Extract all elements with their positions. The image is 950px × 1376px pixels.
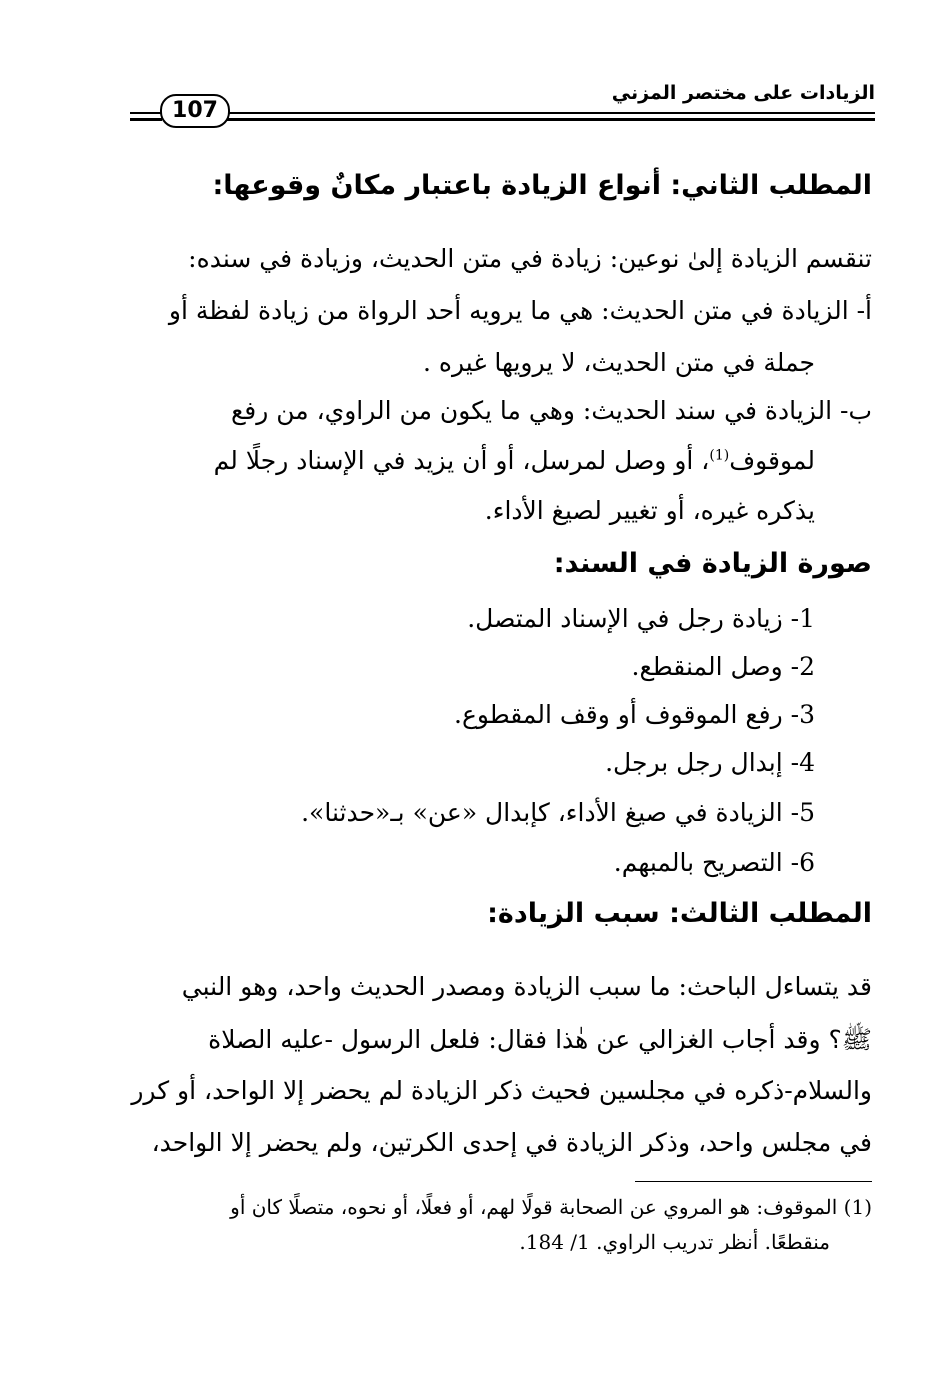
footnote	[127, 1190, 872, 1260]
running-title: الزيادات على مختصر المزني	[611, 82, 875, 104]
body-line: ﷺ؟ وقد أجاب الغزالي عن هٰذا فقال: فلعل الرسول -عليه الصلاة	[208, 1025, 872, 1054]
header-rule	[225, 112, 875, 114]
item-b-text: ، أو وصل لمرسل، أو أن يزيد في الإسناد رجلًا لم	[213, 446, 710, 475]
item-a-line: جملة في متن الحديث، لا يرويها غيره .	[422, 348, 815, 377]
item-a-line: أ- الزيادة في متن الحديث: هي ما يرويه أحد الرواة من زيادة لفظة أو	[168, 296, 872, 325]
item-b-line: يذكره غيره، أو تغيير لصيغ الأداء.	[484, 496, 815, 525]
body-line: قد يتساءل الباحث: ما سبب الزيادة ومصدر الحديث واحد، وهو النبي	[181, 972, 872, 1001]
section-heading-reason: المطلب الثالث: سبب الزيادة:	[487, 898, 872, 929]
list-item: 2- وصل المنقطع.	[631, 652, 815, 681]
page-header	[130, 80, 875, 130]
footnote-line: منقطعًا. أنظر تدريب الراوي. 1/ 184.	[519, 1230, 830, 1254]
list-item: 1- زيادة رجل في الإسناد المتصل.	[467, 604, 815, 633]
header-rule	[130, 112, 162, 114]
header-rule	[130, 118, 162, 121]
item-b-text: لموقوف	[729, 446, 815, 475]
intro-paragraph: تنقسم الزيادة إلىٰ نوعين: زيادة في متن الحديث، وزيادة في سنده:	[188, 244, 872, 273]
body-line: في مجلس واحد، وذكر الزيادة في إحدى الكرتين، ولم يحضر إلا الواحد،	[151, 1128, 872, 1157]
item-b-line: ب- الزيادة في سند الحديث: وهي ما يكون من الراوي، من رفع	[230, 396, 872, 425]
footnote-reference[interactable]: (1)	[709, 447, 730, 464]
body-line: والسلام-ذكره في مجلسين فحيث ذكر الزيادة لم يحضر إلا الواحد، أو كرر	[131, 1076, 872, 1105]
list-item: 6- التصريح بالمبهم.	[613, 848, 815, 877]
list-item: 3- رفع الموقوف أو وقف المقطوع.	[454, 700, 815, 729]
section-heading-forms: صورة الزيادة في السند:	[553, 548, 872, 579]
footnote-line: (1) الموقوف: هو المروي عن الصحابة قولًا لهم، أو فعلًا، أو نحوه، متصلًا كان أو	[230, 1195, 872, 1219]
section-heading-types: المطلب الثاني: أنواع الزيادة باعتبار مكانٌ وقوعها:	[212, 170, 872, 201]
footnote-separator	[635, 1181, 872, 1182]
item-b-line	[214, 446, 815, 475]
list-item: 4- إبدال رجل برجل.	[605, 748, 815, 777]
list-item: 5- الزيادة في صيغ الأداء، كإبدال «عن» بـ«حدثنا».	[301, 798, 815, 827]
header-rule	[225, 118, 875, 121]
page-number: 107	[160, 94, 230, 128]
